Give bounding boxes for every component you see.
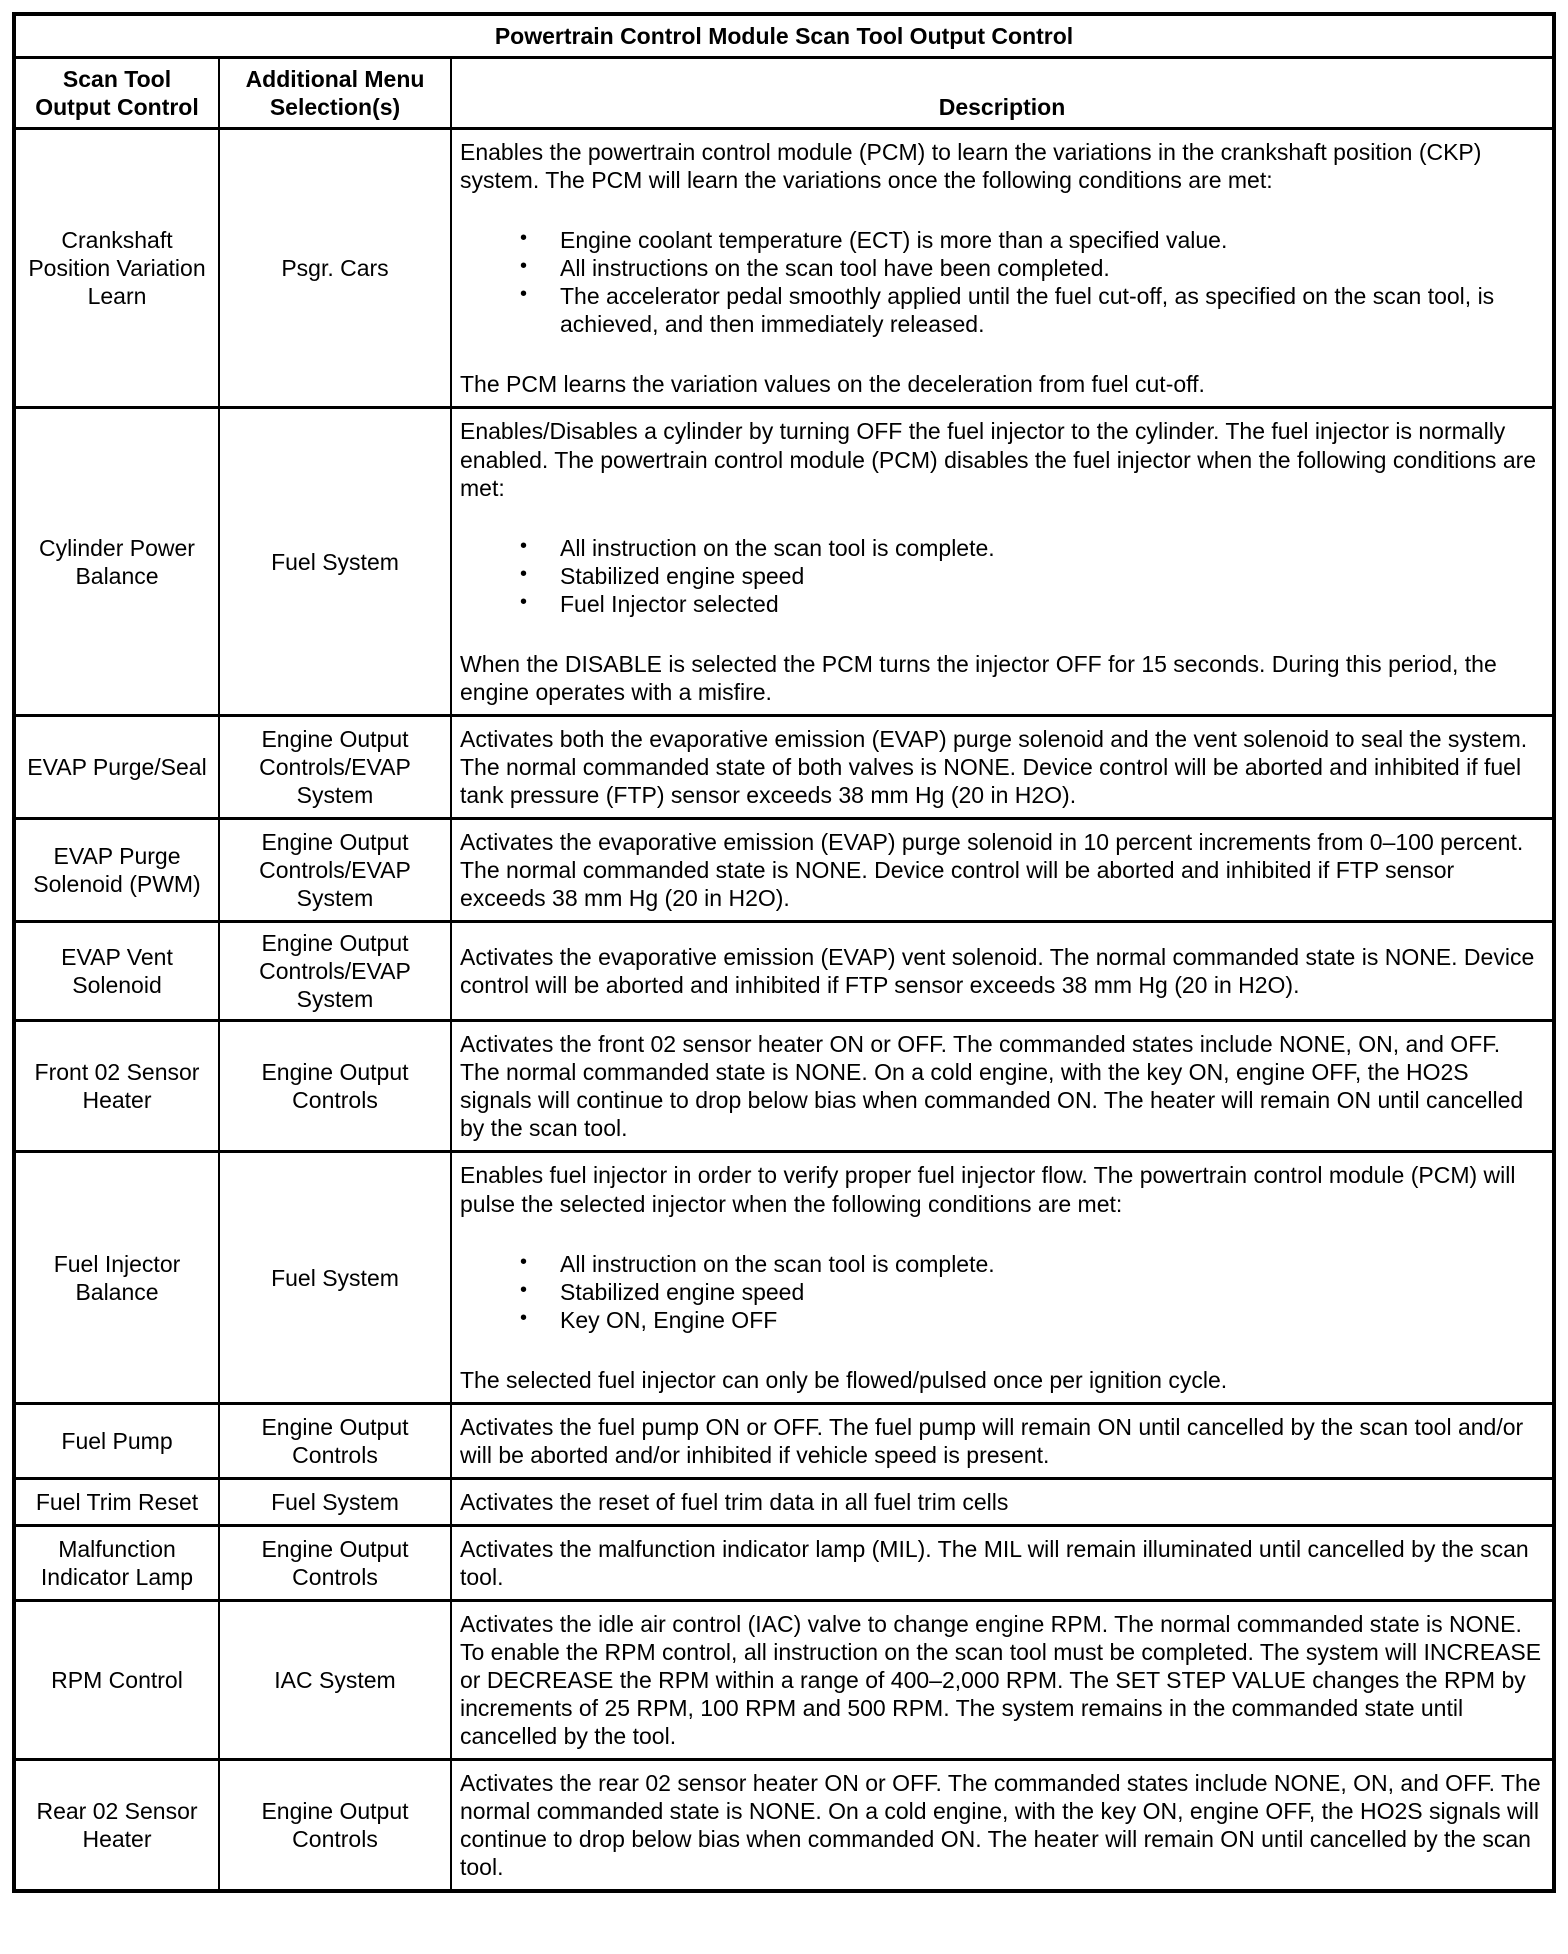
description-bullet-list	[460, 226, 1544, 338]
cell-control: RPM Control	[14, 1600, 219, 1759]
description-closing: When the DISABLE is selected the PCM turns the injector OFF for 15 seconds. During this period, the engine operates with a misfire.	[460, 650, 1497, 705]
cell-control: Rear 02 Sensor Heater	[14, 1760, 219, 1892]
bullet-text: All instruction on the scan tool is complete.	[560, 1250, 995, 1277]
cell-control: Crankshaft Position Variation Learn	[14, 129, 219, 408]
cell-description	[451, 922, 1554, 1021]
cell-menu: IAC System	[219, 1600, 451, 1759]
col-header-description: Description	[451, 58, 1554, 129]
cell-control: EVAP Purge/Seal	[14, 715, 219, 818]
cell-menu: Psgr. Cars	[219, 129, 451, 408]
cell-control: Cylinder Power Balance	[14, 408, 219, 715]
bullet-text: Fuel Injector selected	[560, 590, 779, 617]
bullet-text: All instructions on the scan tool have been completed.	[560, 255, 1110, 282]
bullet-text: Stabilized engine speed	[560, 1278, 805, 1305]
description-intro: Enables fuel injector in order to verify proper fuel injector flow. The powertrain control module (PCM) will pulse the selected injector when the following conditions are met:	[460, 1162, 1516, 1217]
description-intro: Enables the powertrain control module (PCM) to learn the variations in the crankshaft position (CKP) system. The PCM will learn the variations once the following conditions are met:	[460, 139, 1482, 194]
description-text: Activates the reset of fuel trim data in all fuel trim cells	[460, 1488, 1009, 1515]
cell-description	[451, 408, 1554, 715]
bullet-glyph: •	[520, 1278, 528, 1301]
bullet-glyph: •	[520, 1306, 528, 1329]
description-text: Activates the fuel pump ON or OFF. The fuel pump will remain ON until cancelled by the scan tool and/or will be aborted and/or inhibited if vehicle speed is present.	[460, 1413, 1524, 1468]
cell-menu: Engine Output Controls	[219, 1760, 451, 1892]
cell-control: EVAP Vent Solenoid	[14, 922, 219, 1021]
table-row	[14, 408, 1554, 715]
description-text: Activates the idle air control (IAC) valve to change engine RPM. The normal commanded state is NONE. To enable the RPM control, all instruction on the scan tool must be completed. The system will INCREASE or DECREASE the RPM within a range of 400–2,000 RPM. The SET STEP VALUE changes the RPM by increments of 25 RPM, 100 RPM and 500 RPM. The system remains in the commanded state until cancelled by the tool.	[460, 1610, 1542, 1750]
description-text: Activates the front 02 sensor heater ON or OFF. The commanded states include NONE, ON, and OFF. The normal commanded state is NONE. On a cold engine, with the key ON, engine OFF, the HO2S signals will continue to drop below bias when commanded ON. The heater will remain ON until cancelled by the scan tool.	[460, 1031, 1524, 1142]
cell-menu: Fuel System	[219, 408, 451, 715]
cell-description	[451, 1478, 1554, 1525]
bullet-text: Key ON, Engine OFF	[560, 1306, 778, 1333]
cell-menu: Engine Output Controls/EVAP System	[219, 715, 451, 818]
description-text: Activates both the evaporative emission (EVAP) purge solenoid and the vent solenoid to seal the system. The normal commanded state of both valves is NONE. Device control will be aborted and inhibited if fuel tank pressure (FTP) sensor exceeds 38 mm Hg (20 in H2O).	[460, 725, 1528, 808]
table-row	[14, 1152, 1554, 1403]
cell-menu: Engine Output Controls	[219, 1021, 451, 1152]
table-row	[14, 1478, 1554, 1525]
bullet-item	[520, 254, 1544, 282]
cell-description	[451, 129, 1554, 408]
cell-description	[451, 818, 1554, 921]
bullet-glyph: •	[520, 534, 528, 557]
description-text: Activates the malfunction indicator lamp (MIL). The MIL will remain illuminated until cancelled by the scan tool.	[460, 1535, 1529, 1590]
table-title-row	[14, 14, 1554, 58]
cell-menu: Fuel System	[219, 1478, 451, 1525]
cell-description	[451, 1525, 1554, 1600]
bullet-glyph: •	[520, 1250, 528, 1273]
cell-control: EVAP Purge Solenoid (PWM)	[14, 818, 219, 921]
cell-description	[451, 715, 1554, 818]
bullet-glyph: •	[520, 283, 528, 306]
bullet-glyph: •	[520, 227, 528, 250]
table-header-row	[14, 58, 1554, 129]
table-row	[14, 129, 1554, 408]
description-intro: Enables/Disables a cylinder by turning OFF the fuel injector to the cylinder. The fuel injector is normally enabled. The powertrain control module (PCM) disables the fuel injector when the following conditions are met:	[460, 418, 1537, 501]
description-closing: The selected fuel injector can only be flowed/pulsed once per ignition cycle.	[460, 1366, 1228, 1393]
cell-menu: Engine Output Controls	[219, 1525, 451, 1600]
bullet-glyph: •	[520, 590, 528, 613]
description-text: Activates the rear 02 sensor heater ON or OFF. The commanded states include NONE, ON, and OFF. The normal commanded state is NONE. On a cold engine, with the key ON, engine OFF, the HO2S signals will continue to drop below bias when commanded ON. The heater will remain ON until cancelled by the scan tool.	[460, 1770, 1541, 1881]
description-text: Activates the evaporative emission (EVAP) vent solenoid. The normal commanded state is NONE. Device control will be aborted and inhibited if FTP sensor exceeds 38 mm Hg (20 in H2O).	[460, 944, 1535, 999]
output-control-table	[12, 12, 1556, 1893]
table-row	[14, 1403, 1554, 1478]
cell-control: Fuel Pump	[14, 1403, 219, 1478]
bullet-item	[520, 534, 1544, 562]
description-bullet-list	[460, 534, 1544, 618]
description-bullet-list	[460, 1250, 1544, 1334]
table-row	[14, 922, 1554, 1021]
bullet-item	[520, 1250, 1544, 1278]
description-text: Activates the evaporative emission (EVAP) purge solenoid in 10 percent increments from 0–100 percent. The normal commanded state is NONE. Device control will be aborted and inhibited if FTP sensor exceeds 38 mm Hg (20 in H2O).	[460, 828, 1524, 912]
cell-description	[451, 1021, 1554, 1152]
cell-menu: Fuel System	[219, 1152, 451, 1403]
col-header-scan-tool-output-control: Scan Tool Output Control	[14, 58, 219, 129]
cell-description	[451, 1600, 1554, 1759]
cell-control: Front 02 Sensor Heater	[14, 1021, 219, 1152]
cell-menu: Engine Output Controls/EVAP System	[219, 922, 451, 1021]
table-row	[14, 1760, 1554, 1892]
table-row	[14, 1021, 1554, 1152]
bullet-text: Stabilized engine speed	[560, 562, 805, 589]
bullet-item	[520, 282, 1544, 338]
bullet-item	[520, 590, 1544, 618]
bullet-text: All instruction on the scan tool is complete.	[560, 534, 995, 561]
bullet-item	[520, 226, 1544, 254]
cell-description	[451, 1760, 1554, 1892]
bullet-item	[520, 1278, 1544, 1306]
cell-control: Malfunction Indicator Lamp	[14, 1525, 219, 1600]
cell-control: Fuel Trim Reset	[14, 1478, 219, 1525]
cell-menu: Engine Output Controls	[219, 1403, 451, 1478]
bullet-text: Engine coolant temperature (ECT) is more than a specified value.	[560, 227, 1228, 254]
description-closing: The PCM learns the variation values on the deceleration from fuel cut-off.	[460, 371, 1205, 398]
cell-description	[451, 1152, 1554, 1403]
table-row	[14, 818, 1554, 921]
table-title: Powertrain Control Module Scan Tool Output Control	[14, 14, 1554, 58]
bullet-item	[520, 1306, 1544, 1334]
cell-menu: Engine Output Controls/EVAP System	[219, 818, 451, 921]
table-row	[14, 1600, 1554, 1759]
cell-control: Fuel Injector Balance	[14, 1152, 219, 1403]
bullet-item	[520, 562, 1544, 590]
cell-description	[451, 1403, 1554, 1478]
bullet-glyph: •	[520, 255, 528, 278]
table-row	[14, 715, 1554, 818]
col-header-additional-menu-selections: Additional Menu Selection(s)	[219, 58, 451, 129]
bullet-text: The accelerator pedal smoothly applied until the fuel cut-off, as specified on the scan tool, is achieved, and then immediately released.	[560, 283, 1495, 338]
bullet-glyph: •	[520, 562, 528, 585]
table-row	[14, 1525, 1554, 1600]
